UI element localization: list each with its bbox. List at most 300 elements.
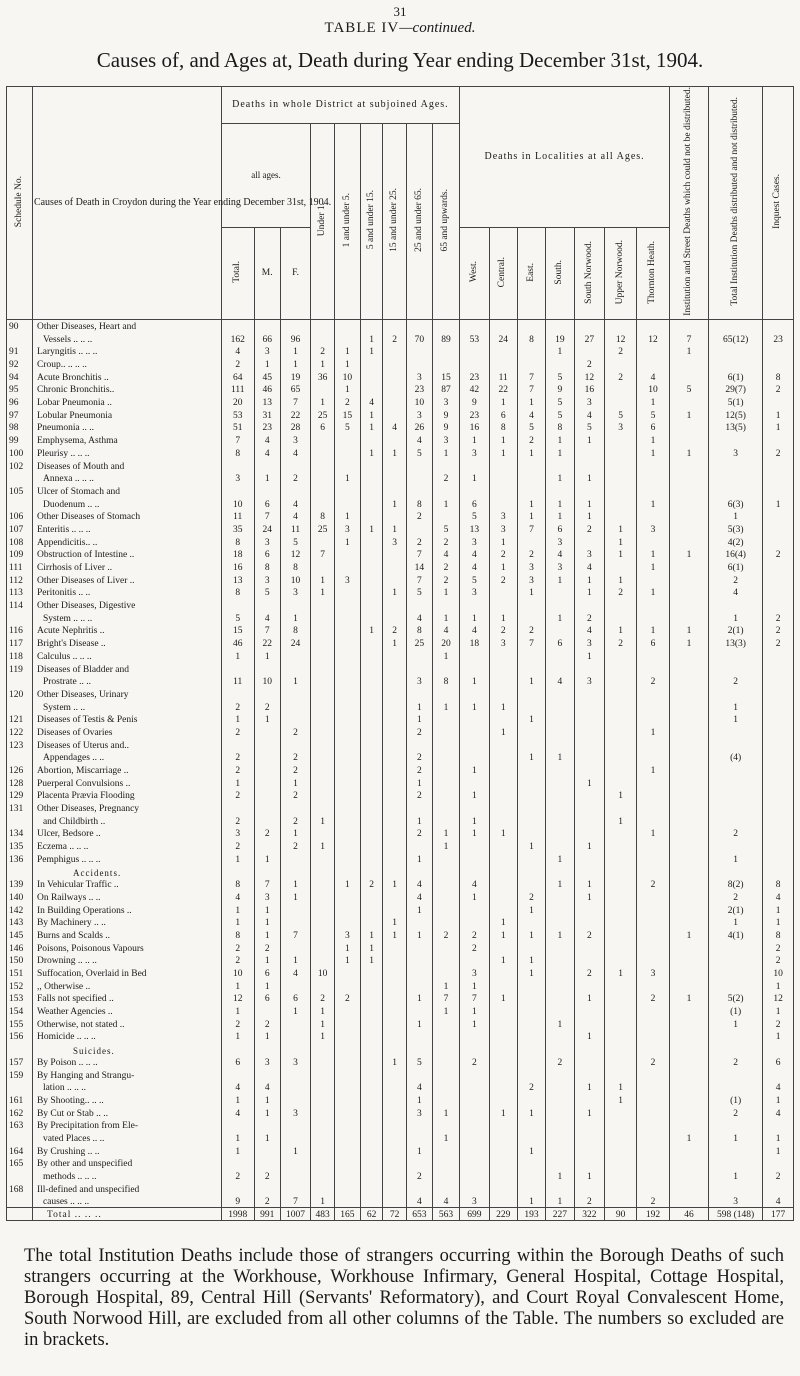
value-cell — [517, 1056, 545, 1069]
value-cell: 22 — [489, 383, 517, 396]
value-cell: 25 — [311, 409, 335, 422]
district-group-header: Deaths in whole District at subjoined Ages. — [221, 87, 459, 124]
value-cell — [383, 1157, 407, 1170]
value-cell: 2 — [763, 548, 794, 561]
value-cell: 3 — [406, 409, 432, 422]
value-cell: 1 — [383, 878, 407, 891]
schedule-no: 154 — [7, 1005, 33, 1018]
cause-label: Other Diseases of Liver .. — [32, 574, 221, 587]
value-cell — [489, 358, 517, 371]
value-cell — [546, 802, 574, 815]
schedule-no: 139 — [7, 878, 33, 891]
value-cell — [574, 789, 605, 802]
value-cell: 1 — [280, 358, 311, 371]
value-cell — [334, 1195, 360, 1208]
value-cell — [360, 485, 382, 498]
value-cell: 13(3) — [708, 637, 762, 650]
table-row — [7, 967, 794, 980]
value-cell: 64 — [221, 371, 254, 384]
value-cell: 8 — [406, 624, 432, 637]
value-cell: 1 — [280, 1144, 311, 1157]
value-cell: 2 — [763, 624, 794, 637]
value-cell — [517, 459, 545, 472]
value-cell — [360, 827, 382, 840]
value-cell — [432, 1068, 459, 1081]
value-cell — [574, 535, 605, 548]
value-cell — [432, 358, 459, 371]
value-cell — [637, 472, 670, 485]
value-cell: 1 — [406, 1144, 432, 1157]
value-cell — [763, 1183, 794, 1196]
value-cell: 1 — [605, 523, 637, 536]
cause-label: Lobar Pneumonia .. — [32, 396, 221, 409]
value-cell — [280, 320, 311, 333]
value-cell — [670, 1157, 709, 1170]
cause-label: lation .. .. .. — [32, 1081, 221, 1094]
table-row — [7, 1157, 794, 1170]
value-cell: 1 — [221, 903, 254, 916]
value-cell — [383, 853, 407, 866]
value-cell — [311, 535, 335, 548]
value-cell: 2 — [432, 472, 459, 485]
value-cell — [489, 751, 517, 764]
schedule-no: 98 — [7, 421, 33, 434]
value-cell — [311, 485, 335, 498]
value-cell — [406, 688, 432, 701]
value-cell: 1 — [574, 1170, 605, 1183]
value-cell: 16 — [460, 421, 489, 434]
value-cell: 5 — [406, 586, 432, 599]
value-cell: 24 — [254, 523, 280, 536]
value-cell — [763, 777, 794, 790]
value-cell: 1 — [334, 878, 360, 891]
value-cell — [334, 548, 360, 561]
value-cell — [406, 650, 432, 663]
value-cell — [517, 612, 545, 625]
value-cell: 5 — [406, 447, 432, 460]
table-row — [7, 840, 794, 853]
value-cell: 4 — [763, 1081, 794, 1094]
value-cell: 1 — [517, 929, 545, 942]
value-cell: 23 — [460, 409, 489, 422]
cause-label: Enteritis .. .. .. — [32, 523, 221, 536]
value-cell — [637, 320, 670, 333]
value-cell — [605, 777, 637, 790]
value-cell — [517, 777, 545, 790]
schedule-no: 140 — [7, 891, 33, 904]
value-cell: 2 — [460, 929, 489, 942]
schedule-no: 96 — [7, 396, 33, 409]
value-cell: 2 — [637, 1195, 670, 1208]
value-cell — [637, 535, 670, 548]
schedule-no: 162 — [7, 1106, 33, 1119]
value-cell — [311, 599, 335, 612]
value-cell: 1 — [221, 777, 254, 790]
value-cell — [311, 853, 335, 866]
value-cell: 2 — [708, 827, 762, 840]
value-cell: 2 — [221, 700, 254, 713]
value-cell — [360, 865, 382, 878]
value-cell: 1 — [360, 523, 382, 536]
value-cell — [489, 967, 517, 980]
value-cell: 2 — [280, 751, 311, 764]
section-header-row — [7, 1043, 794, 1056]
value-cell — [605, 1106, 637, 1119]
value-cell: 4 — [280, 967, 311, 980]
value-cell — [432, 815, 459, 828]
value-cell — [763, 738, 794, 751]
value-cell: 18 — [460, 637, 489, 650]
value-cell: 1 — [334, 345, 360, 358]
value-cell — [360, 497, 382, 510]
value-cell — [311, 726, 335, 739]
cause-label: Prostrate .. .. — [32, 675, 221, 688]
value-cell: 4 — [432, 1195, 459, 1208]
value-cell — [334, 1119, 360, 1132]
value-cell — [605, 497, 637, 510]
value-cell: 8 — [517, 332, 545, 345]
value-cell — [670, 878, 709, 891]
value-cell — [670, 497, 709, 510]
value-cell: 8 — [221, 586, 254, 599]
value-cell — [383, 650, 407, 663]
table-row — [7, 320, 794, 333]
value-cell — [334, 738, 360, 751]
value-cell — [574, 1183, 605, 1196]
table-body — [7, 320, 794, 1221]
value-cell: 24 — [489, 332, 517, 345]
value-cell — [489, 1170, 517, 1183]
value-cell: 7 — [517, 371, 545, 384]
value-cell — [460, 777, 489, 790]
value-cell — [517, 320, 545, 333]
value-cell: 1 — [670, 929, 709, 942]
value-cell: 2 — [489, 624, 517, 637]
value-cell — [489, 865, 517, 878]
value-cell — [360, 548, 382, 561]
value-cell: 162 — [221, 332, 254, 345]
value-cell: 72 — [383, 1208, 407, 1221]
value-cell: 2 — [489, 574, 517, 587]
schedule-no — [7, 1081, 33, 1094]
value-cell: 1 — [574, 777, 605, 790]
schedule-no: 90 — [7, 320, 33, 333]
value-cell: 5 — [432, 523, 459, 536]
value-cell — [763, 345, 794, 358]
value-cell — [670, 612, 709, 625]
value-cell — [406, 1132, 432, 1145]
value-cell: 1 — [605, 535, 637, 548]
value-cell — [489, 1043, 517, 1056]
value-cell — [763, 1119, 794, 1132]
value-cell: 1 — [763, 409, 794, 422]
value-cell — [670, 1081, 709, 1094]
value-cell — [546, 459, 574, 472]
value-cell — [383, 561, 407, 574]
value-cell: 1 — [460, 612, 489, 625]
table-subtitle: Causes of, and Ages at, Death during Year ending December 31st, 1904. — [96, 48, 704, 72]
value-cell: 4 — [763, 1106, 794, 1119]
value-cell: 1 — [311, 1195, 335, 1208]
value-cell: 7 — [517, 637, 545, 650]
value-cell — [383, 472, 407, 485]
value-cell — [605, 459, 637, 472]
cause-label: Lobular Pneumonia — [32, 409, 221, 422]
value-cell — [432, 865, 459, 878]
value-cell — [670, 738, 709, 751]
table-row — [7, 396, 794, 409]
value-cell: 4 — [221, 891, 254, 904]
value-cell — [574, 738, 605, 751]
value-cell — [432, 345, 459, 358]
value-cell: 11 — [221, 510, 254, 523]
value-cell: 1 — [763, 916, 794, 929]
value-cell — [360, 371, 382, 384]
value-cell: 1 — [708, 713, 762, 726]
cause-label: Other Diseases, Pregnancy — [32, 802, 221, 815]
value-cell: 2 — [460, 1056, 489, 1069]
schedule-no: 97 — [7, 409, 33, 422]
value-cell — [254, 1119, 280, 1132]
value-cell — [280, 738, 311, 751]
table-row — [7, 650, 794, 663]
schedule-no: 134 — [7, 827, 33, 840]
value-cell — [517, 827, 545, 840]
value-cell: 4 — [221, 1106, 254, 1119]
schedule-no: 152 — [7, 980, 33, 993]
value-cell: 35 — [221, 523, 254, 536]
value-cell: 1 — [517, 954, 545, 967]
value-cell — [637, 1106, 670, 1119]
value-cell — [334, 1018, 360, 1031]
value-cell: 1 — [574, 891, 605, 904]
value-cell — [670, 574, 709, 587]
value-cell — [383, 777, 407, 790]
value-cell — [546, 726, 574, 739]
value-cell — [517, 815, 545, 828]
value-cell: 3 — [406, 675, 432, 688]
value-cell — [254, 1005, 280, 1018]
value-cell: 1 — [574, 497, 605, 510]
value-cell — [311, 954, 335, 967]
value-cell — [670, 713, 709, 726]
value-cell: 1 — [360, 421, 382, 434]
value-cell: 1 — [763, 1132, 794, 1145]
value-cell: 1 — [763, 1144, 794, 1157]
table-row — [7, 1144, 794, 1157]
value-cell — [406, 1183, 432, 1196]
value-cell — [334, 802, 360, 815]
value-cell — [708, 1144, 762, 1157]
value-cell — [383, 675, 407, 688]
value-cell — [334, 675, 360, 688]
value-cell — [360, 1043, 382, 1056]
value-cell: 1 — [254, 916, 280, 929]
value-cell — [517, 1119, 545, 1132]
cause-label: By Shooting.. .. .. — [32, 1094, 221, 1107]
value-cell — [574, 320, 605, 333]
value-cell — [489, 713, 517, 726]
value-cell — [763, 586, 794, 599]
value-cell: 90 — [605, 1208, 637, 1221]
value-cell: 62 — [360, 1208, 382, 1221]
value-cell — [670, 726, 709, 739]
value-cell — [311, 612, 335, 625]
value-cell — [763, 662, 794, 675]
value-cell: 193 — [517, 1208, 545, 1221]
schedule-no: 106 — [7, 510, 33, 523]
value-cell — [406, 485, 432, 498]
value-cell — [280, 1157, 311, 1170]
value-cell — [605, 700, 637, 713]
value-cell: 1 — [637, 726, 670, 739]
schedule-no: 151 — [7, 967, 33, 980]
value-cell: 2 — [254, 1195, 280, 1208]
value-cell: 1 — [637, 548, 670, 561]
value-cell: 1 — [574, 510, 605, 523]
value-cell: 1 — [254, 929, 280, 942]
value-cell: 1 — [605, 574, 637, 587]
value-cell — [546, 1005, 574, 1018]
value-cell: 1 — [360, 929, 382, 942]
schedule-no: 145 — [7, 929, 33, 942]
value-cell: 1 — [763, 1094, 794, 1107]
value-cell — [432, 916, 459, 929]
value-cell — [460, 650, 489, 663]
value-cell — [460, 1094, 489, 1107]
value-cell — [254, 726, 280, 739]
value-cell — [280, 1170, 311, 1183]
value-cell — [489, 1081, 517, 1094]
value-cell: 4 — [460, 878, 489, 891]
value-cell — [489, 688, 517, 701]
value-cell — [489, 1030, 517, 1043]
value-cell — [311, 383, 335, 396]
value-cell — [311, 1144, 335, 1157]
value-cell — [460, 916, 489, 929]
table-row — [7, 574, 794, 587]
value-cell — [763, 523, 794, 536]
value-cell — [517, 485, 545, 498]
value-cell — [334, 700, 360, 713]
value-cell — [311, 320, 335, 333]
value-cell — [517, 472, 545, 485]
value-cell — [280, 713, 311, 726]
value-cell — [763, 726, 794, 739]
value-cell: 1 — [489, 929, 517, 942]
value-cell: 3 — [546, 535, 574, 548]
value-cell — [311, 777, 335, 790]
schedule-no: 116 — [7, 624, 33, 637]
value-cell: 1 — [383, 523, 407, 536]
value-cell — [406, 738, 432, 751]
value-cell: 2 — [406, 764, 432, 777]
value-cell: 1 — [460, 827, 489, 840]
value-cell — [546, 650, 574, 663]
value-cell: 12(5) — [708, 409, 762, 422]
value-cell — [708, 320, 762, 333]
value-cell: 9 — [460, 396, 489, 409]
value-cell — [670, 1144, 709, 1157]
value-cell — [383, 815, 407, 828]
value-cell: 51 — [221, 421, 254, 434]
value-cell: 2 — [763, 612, 794, 625]
value-cell — [670, 586, 709, 599]
value-cell: 1 — [311, 840, 335, 853]
value-cell: 9 — [432, 409, 459, 422]
value-cell — [360, 1144, 382, 1157]
value-cell — [517, 345, 545, 358]
value-cell — [670, 1170, 709, 1183]
value-cell: 1 — [432, 650, 459, 663]
value-cell: 1 — [334, 383, 360, 396]
value-cell — [546, 764, 574, 777]
value-cell: 4 — [406, 891, 432, 904]
value-cell — [311, 827, 335, 840]
value-cell — [383, 1018, 407, 1031]
value-cell: 1 — [546, 447, 574, 460]
value-cell: 2 — [406, 510, 432, 523]
table-row — [7, 764, 794, 777]
value-cell: 3 — [406, 1106, 432, 1119]
value-cell — [670, 459, 709, 472]
value-cell: 4 — [406, 612, 432, 625]
cause-label: Croup.. .. .. .. — [32, 358, 221, 371]
value-cell — [637, 510, 670, 523]
value-cell — [637, 840, 670, 853]
value-cell: 2 — [460, 941, 489, 954]
value-cell: 1 — [489, 396, 517, 409]
value-cell — [383, 320, 407, 333]
value-cell — [637, 485, 670, 498]
value-cell: 3 — [708, 447, 762, 460]
value-cell — [708, 1068, 762, 1081]
value-cell — [708, 688, 762, 701]
value-cell: 2 — [311, 992, 335, 1005]
value-cell: 4 — [360, 396, 382, 409]
value-cell: 1 — [489, 827, 517, 840]
schedule-no: 136 — [7, 853, 33, 866]
value-cell: 1 — [670, 637, 709, 650]
value-cell: 1 — [574, 1030, 605, 1043]
value-cell: 11 — [221, 675, 254, 688]
value-cell: 14 — [406, 561, 432, 574]
total-header: Total. — [221, 228, 254, 320]
table-row — [7, 853, 794, 866]
value-cell — [605, 434, 637, 447]
value-cell: 2 — [280, 815, 311, 828]
value-cell: 2 — [517, 624, 545, 637]
value-cell: (4) — [708, 751, 762, 764]
age-header-4: 25 and under 65. — [406, 124, 432, 320]
value-cell — [406, 802, 432, 815]
value-cell — [311, 1094, 335, 1107]
value-cell: 1007 — [280, 1208, 311, 1221]
age-header-1: 1 and under 5. — [334, 124, 360, 320]
value-cell — [311, 929, 335, 942]
value-cell: 1 — [432, 1132, 459, 1145]
value-cell: 1 — [406, 1094, 432, 1107]
schedule-no: 118 — [7, 650, 33, 663]
value-cell — [334, 1183, 360, 1196]
value-cell — [280, 802, 311, 815]
value-cell: 11 — [489, 371, 517, 384]
value-cell — [670, 675, 709, 688]
value-cell — [670, 980, 709, 993]
value-cell — [460, 1043, 489, 1056]
value-cell: 2 — [708, 1056, 762, 1069]
value-cell: 2 — [489, 548, 517, 561]
